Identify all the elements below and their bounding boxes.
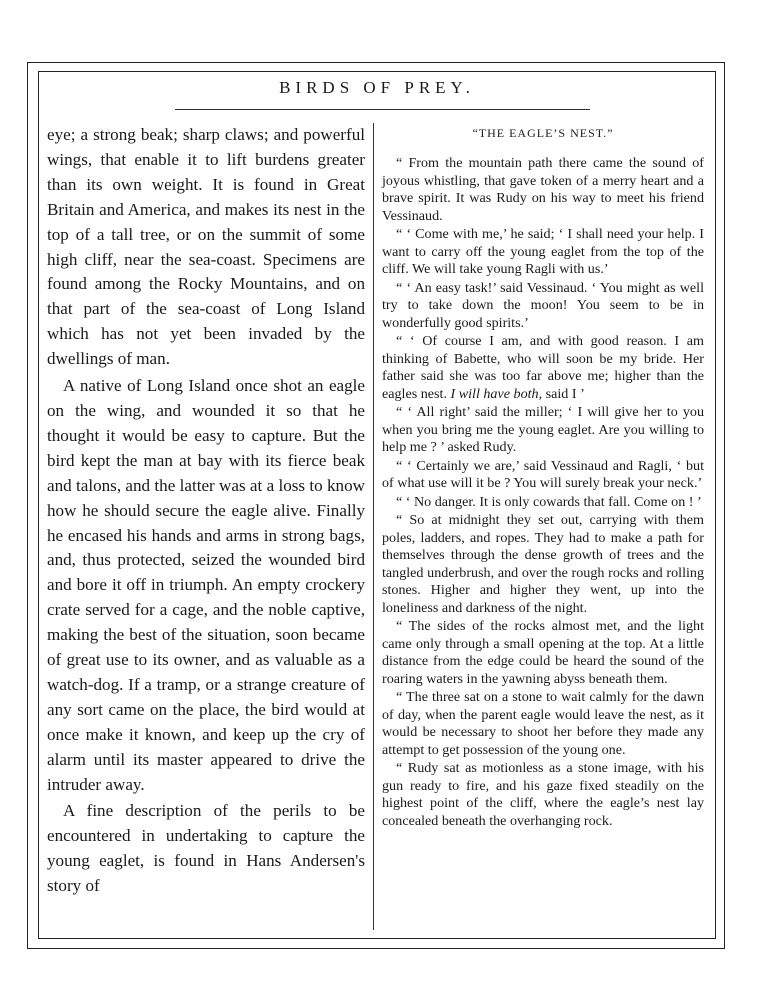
story-heading: “THE EAGLE’S NEST.”	[472, 126, 614, 140]
story-paragraph-4-end: said I ’	[545, 385, 585, 402]
header-rule	[175, 109, 590, 110]
story-paragraph-4	[382, 333, 704, 403]
story-paragraph-10: “ The three sat on a stone to wait calmly for the dawn of day, when the parent eagle would leave the nest, as it would be necessary to shoot her before they made any attempt to get possession of the young one.	[382, 689, 704, 758]
page-title: BIRDS OF PREY.	[279, 78, 475, 97]
story-paragraph-11: “ Rudy sat as motionless as a stone image, with his gun ready to fire, and his gaze fixed steadily on the highest point of the cliff, where the eagle’s nest lay concealed beneath the overhanging rock.	[382, 760, 704, 829]
story-paragraph-9: “ The sides of the rocks almost met, and the light came only through a small opening at the top. At a little distance from the edge could be heard the sound of the roaring waters in the yawning abyss beneath them.	[382, 618, 704, 687]
left-paragraph-2: A native of Long Island once shot an eagle on the wing, and wounded it so that he thought it would be easy to capture. But the bird kept the man at bay with its fierce beak and talons, and the latter was at a loss to know how he should secure the eagle alive. Finally he encased his hands and arms in strong bags, and, thus protected, seized the wounded bird and bore it off in triumph. An empty crockery crate served for a cage, and the noble captive, making the best of the situation, soon became of great use to its owner, and as valuable as a watch-dog. If a tramp, or a strange creature of any sort came on the place, the bird would at once make it known, and keep up the cry of alarm until its master appeared to drive the intruder away.	[47, 376, 365, 794]
story-paragraph-3: “ ‘ An easy task!’ said Vessinaud. ‘ You might as well try to take down the moon! You seem to be in wonderfully good spirits.’	[382, 279, 704, 331]
story-paragraph-6: “ ‘ Certainly we are,’ said Vessinaud and Ragli, ‘ but of what use will it be ? You will surely break your neck.’	[382, 457, 704, 491]
story-paragraph-5: “ ‘ All right’ said the miller; ‘ I will give her to you when you bring me the young eaglet. Are you willing to help me ? ’ asked Rudy.	[382, 404, 704, 455]
story-paragraph-4-text: “ ‘ Of course I am, and with good reason. I am thinking of Babette, who will soon be my bride. Her father said she was too far above me; higher than the eagles nest.	[382, 333, 704, 402]
story-paragraph-7: “ ‘ No danger. It is only cowards that fall. Come on ! ’	[396, 493, 702, 510]
story-paragraph-1: “ From the mountain path there came the sound of joyous whistling, that gave token of a merry heart and a brave spirit. It was Rudy on his way to meet his friend Vessinaud.	[382, 155, 704, 224]
left-paragraph-3: A fine description of the perils to be encountered in undertaking to capture the young eaglet, is found in Hans Andersen's story of	[47, 801, 365, 896]
story-paragraph-4-italic: I will have both,	[450, 385, 543, 402]
column-divider	[373, 123, 374, 930]
story-paragraph-2: “ ‘ Come with me,’ he said; ‘ I shall need your help. I want to carry off the young eaglet from the top of the cliff. We will take young Ragli with us.’	[382, 226, 704, 277]
left-paragraph-1: eye; a strong beak; sharp claws; and powerful wings, that enable it to lift burdens greater than its own weight. It is found in Great Britain and America, and makes its nest in the top of a tall tree, or on the summit of some high cliff, near the sea-coast. Specimens are found among the Rocky Mountains, and on that part of the sea-coast of Long Island which has not yet been invaded by the dwellings of man.	[47, 125, 365, 369]
story-paragraph-8: “ So at midnight they set out, carrying with them poles, ladders, and ropes. They had to make a path for themselves through the dense growth of trees and the tangled underbrush, and over the rough rocks and rolling stones. Higher and higher they went, up into the loneliness and darkness of the night.	[382, 512, 704, 616]
right-column	[382, 124, 704, 831]
left-column	[47, 123, 365, 901]
